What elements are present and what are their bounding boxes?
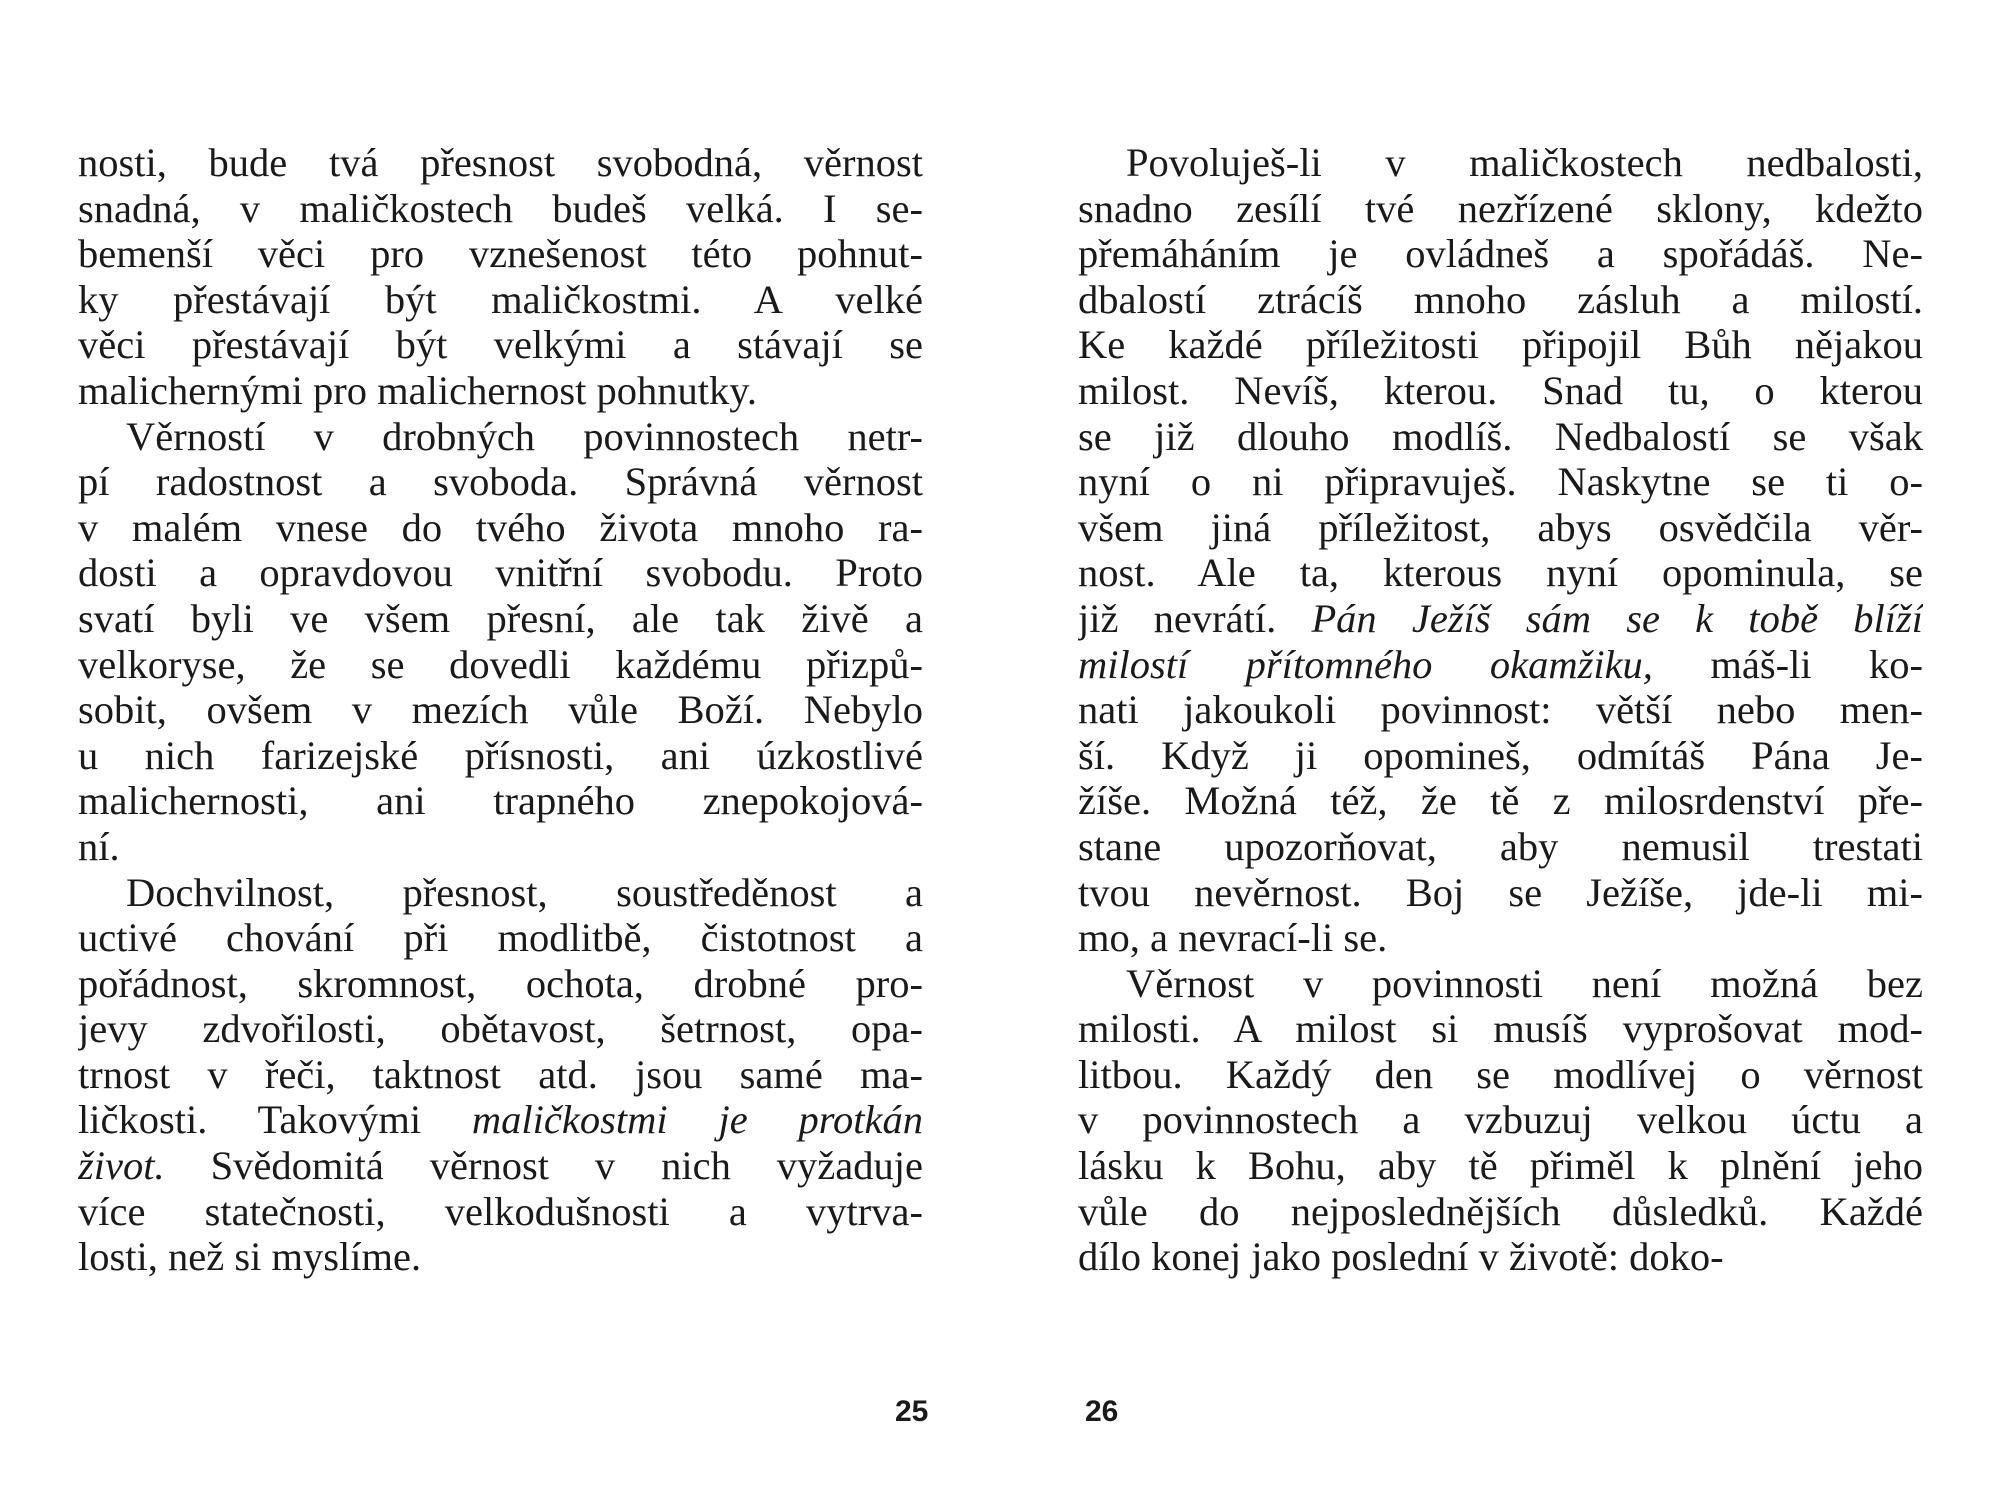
text-line	[78, 824, 923, 870]
text-run: stane upozorňovat, aby nemusil trestati	[1078, 823, 1923, 869]
text-line	[1078, 642, 1923, 688]
text-line	[78, 1143, 923, 1189]
text-line	[78, 687, 923, 733]
text-run: nosti, bude tvá přesnost svobodná, věrnost	[78, 140, 923, 185]
italic-text: Pán Ježíš sám se k tobě blíží	[1311, 595, 1923, 641]
text-run: jevy zdvořilosti, obětavost, šetrnost, opa-	[78, 1006, 923, 1052]
text-run: dosti a opravdovou vnitřní svobodu. Proto	[78, 550, 923, 596]
text-run: uctivé chování při modlitbě, čistotnost a	[78, 915, 923, 961]
text-run: máš-li ko-	[1652, 641, 1923, 687]
text-line	[78, 1189, 923, 1235]
text-line	[78, 961, 923, 1007]
text-run: sobit, ovšem v mezích vůle Boží. Nebylo	[78, 687, 923, 733]
text-run: žíše. Možná též, že tě z milosrdenství pře-	[1078, 778, 1923, 824]
italic-text: život.	[78, 1143, 165, 1189]
text-line	[1078, 231, 1923, 277]
text-line	[1078, 1006, 1923, 1052]
text-run: lásku k Bohu, aby tě přiměl k plnění jeho	[1078, 1143, 1923, 1189]
text-run: snadno zesílí tvé nezřízené sklony, kdežto	[1078, 185, 1923, 231]
text-run: již nevrátí.	[1078, 595, 1312, 641]
text-line	[1078, 915, 1923, 961]
text-line	[1078, 277, 1923, 323]
text-run: dílo konej jako poslední v životě: doko-	[1078, 1234, 1724, 1280]
text-line	[78, 1052, 923, 1098]
text-line	[78, 642, 923, 688]
text-line	[78, 459, 923, 505]
text-line	[78, 505, 923, 551]
text-run: více statečnosti, velkodušnosti a vytrva-	[78, 1188, 923, 1234]
text-run: ší. Když ji opomineš, odmítáš Pána Je-	[1078, 732, 1923, 778]
text-line	[1078, 778, 1923, 824]
text-line	[1078, 961, 1923, 1007]
text-run: Dochvilnost, přesnost, soustředěnost a	[126, 869, 923, 915]
text-run: pořádnost, skromnost, ochota, drobné pro-	[78, 960, 923, 1006]
text-line	[78, 915, 923, 961]
text-line	[1078, 1234, 1923, 1280]
text-line	[1078, 596, 1923, 642]
text-line	[1078, 1189, 1923, 1235]
text-run: losti, než si myslíme.	[78, 1234, 422, 1280]
text-line	[78, 1097, 923, 1143]
text-line	[78, 186, 923, 232]
text-run: ní.	[78, 823, 120, 869]
text-line	[78, 733, 923, 779]
text-run: Věrnost v povinnosti není možná bez	[1126, 960, 1923, 1006]
text-line	[78, 322, 923, 368]
text-run: věci přestávají být velkými a stávají se	[78, 322, 923, 368]
text-line	[1078, 1052, 1923, 1098]
text-run: nyní o ni připravuješ. Naskytne se ti o-	[1078, 459, 1923, 505]
text-run: milost. Nevíš, kterou. Snad tu, o kterou	[1078, 367, 1923, 413]
text-run: ky přestávají být maličkostmi. A velké	[78, 276, 923, 322]
text-line	[1078, 322, 1923, 368]
text-line	[1078, 733, 1923, 779]
text-run: velkoryse, že se dovedli každému přizpů-	[78, 641, 923, 687]
text-run: Ke každé příležitosti připojil Bůh nějakou	[1078, 322, 1923, 368]
text-run: Povoluješ-li v maličkostech nedbalosti,	[1126, 140, 1923, 185]
text-line	[78, 277, 923, 323]
text-run: u nich farizejské přísnosti, ani úzkostlivé	[78, 732, 923, 778]
italic-text: maličkostmi je protkán	[471, 1097, 923, 1143]
right-page-text	[1078, 140, 1923, 1280]
text-run: nost. Ale ta, kterous nyní opominula, se	[1078, 550, 1923, 596]
text-line	[1078, 505, 1923, 551]
text-line	[1078, 459, 1923, 505]
text-line	[1078, 186, 1923, 232]
italic-text: milostí přítomného okamžiku,	[1078, 641, 1653, 687]
text-line	[1078, 140, 1923, 186]
text-run: malichernosti, ani trapného znepokojová-	[78, 778, 923, 824]
text-line	[1078, 550, 1923, 596]
text-run: litbou. Každý den se modlívej o věrnost	[1078, 1051, 1923, 1097]
text-run: se již dlouho modlíš. Nedbalostí se však	[1078, 413, 1923, 459]
text-run: malichernými pro malichernost pohnutky.	[78, 367, 757, 413]
text-run: dbalostí ztrácíš mnoho zásluh a milostí.	[1078, 276, 1923, 322]
text-line	[1078, 687, 1923, 733]
text-run: Věrností v drobných povinnostech netr-	[126, 413, 923, 459]
text-run: v povinnostech a vzbuzuj velkou úctu a	[1078, 1097, 1923, 1143]
text-run: ličkosti. Takovými	[78, 1097, 472, 1143]
text-line	[78, 550, 923, 596]
text-run: všem jiná příležitost, abys osvědčila věr-	[1078, 504, 1923, 550]
text-run: snadná, v maličkostech budeš velká. I se-	[78, 185, 923, 231]
text-run: milosti. A milost si musíš vyprošovat mod-	[1078, 1006, 1923, 1052]
text-line	[78, 870, 923, 916]
text-run: pí radostnost a svoboda. Správná věrnost	[78, 459, 923, 505]
text-run: Svědomitá věrnost v nich vyžaduje	[164, 1143, 923, 1189]
text-run: mo, a nevrací-li se.	[1078, 915, 1388, 961]
page-number-26: 26	[1085, 1395, 1119, 1428]
text-run: tvou nevěrnost. Boj se Ježíše, jde-li mi-	[1078, 869, 1923, 915]
text-line	[78, 368, 923, 414]
text-line	[78, 1234, 923, 1280]
text-run: svatí byli ve všem přesní, ale tak živě a	[78, 595, 923, 641]
text-line	[1078, 824, 1923, 870]
text-line	[78, 231, 923, 277]
text-run: v malém vnese do tvého života mnoho ra-	[78, 504, 923, 550]
text-line	[1078, 414, 1923, 460]
text-line	[1078, 1097, 1923, 1143]
text-line	[78, 140, 923, 186]
page-number-25: 25	[895, 1395, 929, 1428]
text-run: trnost v řeči, taktnost atd. jsou samé ma-	[78, 1051, 923, 1097]
text-line	[1078, 368, 1923, 414]
text-run: vůle do nejposlednějších důsledků. Každé	[1078, 1188, 1923, 1234]
text-line	[78, 1006, 923, 1052]
text-run: nati jakoukoli povinnost: větší nebo men-	[1078, 687, 1923, 733]
text-line	[1078, 1143, 1923, 1189]
text-line	[1078, 870, 1923, 916]
text-run: přemáháním je ovládneš a spořádáš. Ne-	[1078, 231, 1923, 277]
text-run: bemenší věci pro vznešenost této pohnut-	[78, 231, 923, 277]
text-line	[78, 778, 923, 824]
left-page-text	[78, 140, 923, 1280]
text-line	[78, 596, 923, 642]
text-line	[78, 414, 923, 460]
